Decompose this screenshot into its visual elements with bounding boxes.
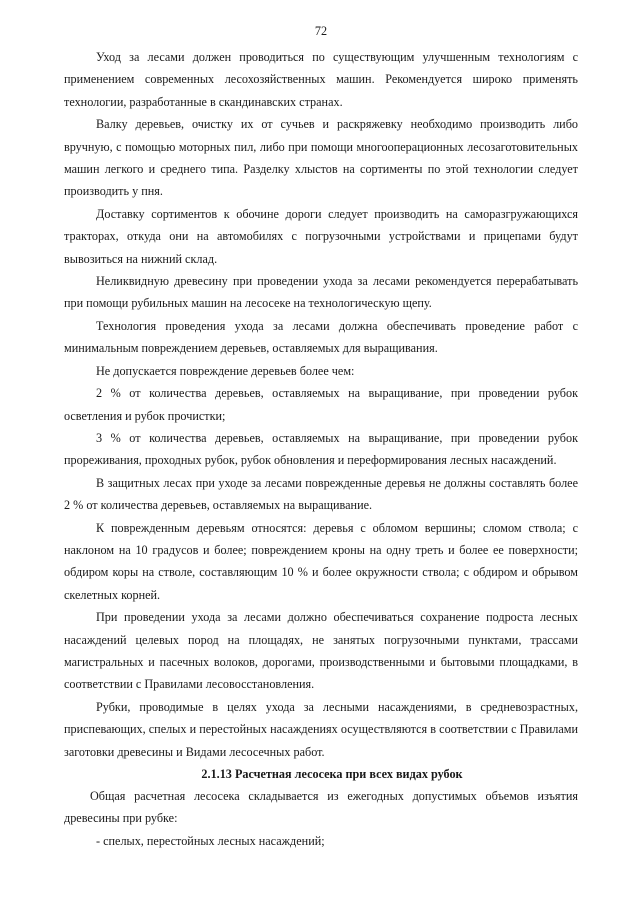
paragraph-protective-forests: В защитных лесах при уходе за лесами поврежденные деревья не должны составлять более 2 % от количества деревьев, оставляемых на выращивание.: [64, 475, 578, 513]
page-number: 72: [314, 24, 328, 38]
paragraph-limit-2-percent: 2 % от количества деревьев, оставляемых на выращивание, при проведении рубок осветления и рубок прочистки;: [64, 386, 578, 423]
paragraph-limit-3-percent: 3 % от количества деревьев, оставляемых на выращивание, при проведении рубок прореживания, проходных рубок, рубок обновления и переформирования лесных насаждений.: [64, 430, 578, 468]
paragraph-minimal-damage: Технология проведения ухода за лесами должна обеспечивать проведение работ с минимальным повреждением деревьев, оставляемых для выращивания.: [64, 318, 578, 356]
paragraph-undergrowth: При проведении ухода за лесами должно обеспечиваться сохранение подроста лесных насаждений целевых пород на площадях, не занятых погрузочными пунктами, трассами магистральных и пасечных волоков, дорогами, производственными и бытовыми площадками, в соответствии с Правилами лесовосстановления.: [64, 610, 578, 692]
paragraph-care-technology: Уход за лесами должен проводиться по существующим улучшенным технологиям с применением современных лесохозяйственных машин. Рекомендуется широко применять технологии, разработанные в скандинавских странах.: [64, 50, 578, 109]
paragraph-damage-limit: Не допускается повреждение деревьев более чем:: [96, 363, 355, 378]
bullet-item: - спелых, перестойных лесных насаждений;: [96, 833, 325, 848]
document-page: [64, 20, 578, 852]
section-paragraph: Общая расчетная лесосека складывается из ежегодных допустимых объемов изъятия древесины при рубке:: [64, 789, 578, 826]
paragraph-cuttings: Рубки, проводимые в целях ухода за лесными насаждениями, в средневозрастных, приспевающих, спелых и перестойных насаждениях осуществляются в соответствии с Правилами заготовки древесины и Видами лесосечных работ.: [64, 699, 578, 759]
paragraph-damaged-trees: К поврежденным деревьям относятся: деревья с обломом вершины; сломом ствола; с наклоном на 10 градусов и более; повреждением кроны на одну треть и более ее поверхности; обдиром коры на стволе, составляющим 10 % и более окружности ствола; с обдиром и обрывом скелетных корней.: [64, 520, 578, 602]
section-heading: 2.1.13 Расчетная лесосека при всех видах рубок: [201, 767, 463, 781]
paragraph-felling: Валку деревьев, очистку их от сучьев и раскряжевку необходимо производить либо вручную, с помощью моторных пил, либо при помощи многооперационных лесозаготовительных машин легкого и среднего типа. Разделку хлыстов на сортименты по этой технологии следует производить у пня.: [64, 117, 578, 199]
paragraph-unmarketable-wood: Неликвидную древесину при проведении ухода за лесами рекомендуется перерабатывать при помощи рубильных машин на лесосеке на технологическую щепу.: [64, 274, 578, 311]
paragraph-delivery: Доставку сортиментов к обочине дороги следует производить на саморазгружающихся тракторах, откуда они на автомобилях с погрузочными устройствами и прицепами будут вывозиться на нижний склад.: [64, 206, 578, 266]
